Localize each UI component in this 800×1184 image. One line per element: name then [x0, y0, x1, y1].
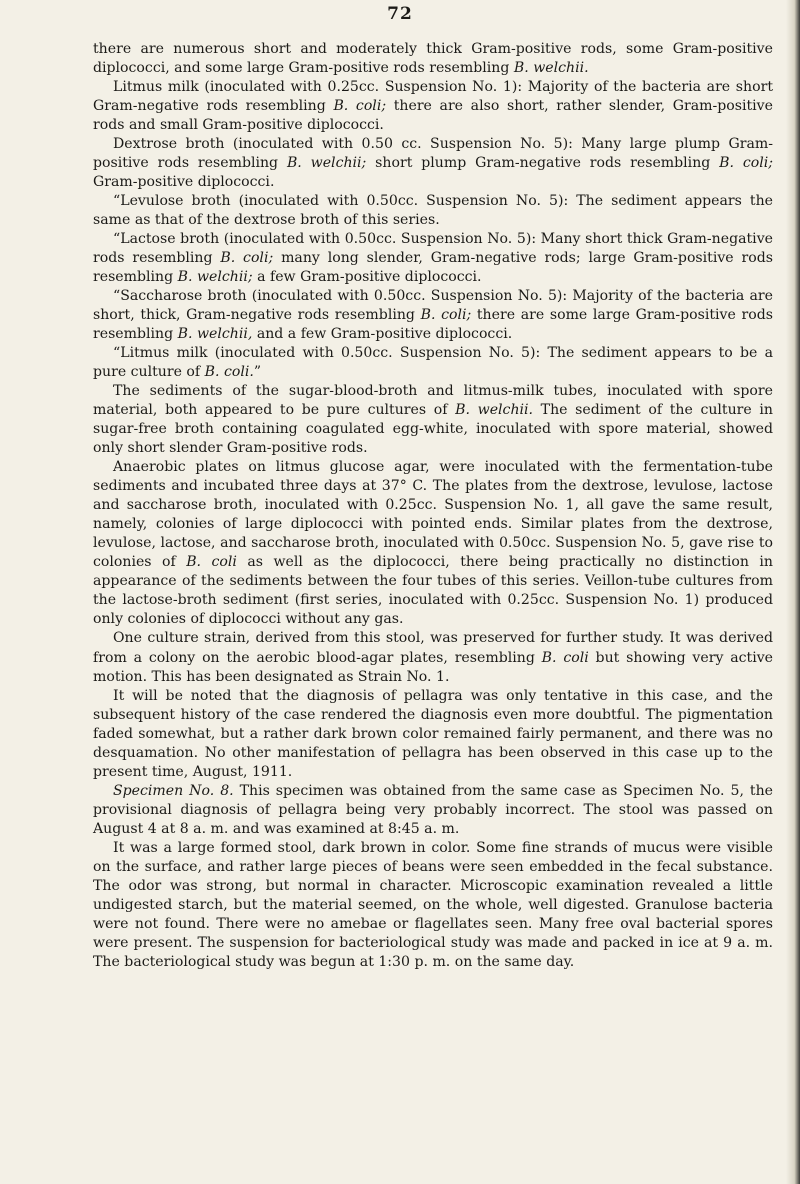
italic-text-run: B. coli [186, 554, 237, 571]
paragraph [93, 135, 773, 192]
italic-text-run: B. coli; [333, 98, 387, 115]
text-run: there are numerous short and moderately thick Gram-positive rods, some Gram-positive diplococci, and some large Gram-positive rods resembling [93, 41, 773, 77]
paragraph [93, 192, 773, 230]
text-run: It was a large formed stool, dark brown in color. Some fine strands of mucus were visible on the surface, and rather large pieces of beans were seen embedded in the fecal substance. The odor was strong, but normal in character. Microscopic examination revealed a little undigested starch, but the material seemed, on the whole, well digested. Granulose bacteria were not found. There were no amebae or flagellates seen. Many free oval bacterial spores were present. The suspension for bacteriological study was made and packed in ice at 9 a. m. The bacteriological study was begun at 1:30 p. m. on the same day. [93, 839, 773, 970]
paragraph [93, 40, 773, 78]
page-edge-shadow [786, 0, 800, 1184]
text-run: many long slender, Gram-negative rods; large Gram-positive rods resembling [93, 250, 773, 286]
italic-text-run: B. welchii; [286, 155, 367, 172]
italic-text-run: B. coli [541, 649, 589, 666]
italic-text-run: B. coli; [719, 155, 773, 172]
paragraph [93, 687, 773, 782]
text-run: Anaerobic plates on litmus glucose agar, were inoculated with the fermentation-tube sediments and incubated three days at 37° C. The plates from the dextrose, levulose, lactose and saccharose broth, inoculated with 0.25cc. Suspension No. 1, all gave the same result, namely, colonies of large diplococci with pointed ends. Similar plates from the dextrose, levulose, lactose, and saccharose broth, inoculated with 0.50cc. Suspension No. 5, gave rise to colonies of [93, 459, 773, 571]
text-run: “Litmus milk (inoculated with 0.50cc. Suspension No. 5): The sediment appears to be a pure culture of [93, 345, 773, 381]
text-run: One culture strain, derived from this stool, was preserved for further study. It was derived from a colony on the aerobic blood-agar plates, resembling [93, 630, 773, 666]
paragraph [93, 839, 773, 972]
paragraph [93, 782, 773, 839]
text-run: Litmus milk (inoculated with 0.25cc. Suspension No. 1): Majority of the bacteria are short Gram-negative rods resembling [93, 79, 773, 115]
paragraph [93, 344, 773, 382]
text-run: This specimen was obtained from the same case as Specimen No. 5, the provisional diagnosis of pellagra being very probably incorrect. The stool was passed on August 4 at 8 a. m. and was examined at 8:45 a. m. [93, 782, 773, 837]
text-run: as well as the diplococci, there being practically no distinction in appearance of the sediments between the four tubes of this series. Veillon-tube cultures from the lactose-broth sediment (first series, inoculated with 0.25cc. Suspension No. 1) produced only colonies of diplococci without any gas. [93, 554, 773, 628]
italic-text-run: B. coli. [204, 364, 254, 381]
italic-text-run: B. coli; [220, 250, 274, 267]
paragraph [93, 629, 773, 686]
italic-text-run: B. coli; [420, 307, 472, 324]
page-number: 72 [387, 4, 413, 24]
text-run: there are some large Gram-positive rods resembling [93, 307, 773, 343]
text-run: there are also short, rather slender, Gram-positive rods and small Gram-positive diplococci. [93, 98, 773, 134]
text-run: short plump Gram-negative rods resembling [366, 155, 720, 172]
italic-text-run: B. welchii, [177, 326, 253, 343]
text-run: Gram-positive diplococci. [93, 174, 275, 191]
text-run: and a few Gram-positive diplococci. [252, 326, 513, 343]
text-run: “Levulose broth (inoculated with 0.50cc. Suspension No. 5): The sediment appears the same as that of the dextrose broth of this series. [93, 193, 773, 229]
italic-text-run: B. welchii. [455, 402, 534, 419]
paragraph [93, 230, 773, 287]
text-run: It will be noted that the diagnosis of pellagra was only tentative in this case, and the subsequent history of the case rendered the diagnosis even more doubtful. The pigmentation faded somewhat, but a rather dark brown color remained fairly permanent, and there was no desquamation. No other manifestation of pellagra has been observed in this case up to the present time, August, 1911. [93, 687, 773, 780]
text-run: Dextrose broth (inoculated with 0.50 cc. Suspension No. 5): Many large plump Gram-positive rods resembling [93, 136, 773, 172]
paragraph [93, 78, 773, 135]
paragraph [93, 382, 773, 458]
text-run: ” [253, 364, 262, 381]
italic-text-run: Specimen No. 8. [113, 782, 234, 799]
paragraph [93, 287, 773, 344]
text-run: “Saccharose broth (inoculated with 0.50cc. Suspension No. 5): Majority of the bacteria are short, thick, Gram-negative rods resembling [93, 288, 773, 324]
text-run: “Lactose broth (inoculated with 0.50cc. Suspension No. 5): Many short thick Gram-negative rods resembling [93, 231, 773, 267]
italic-text-run: B. welchii. [513, 60, 589, 77]
text-run: The sediments of the sugar-blood-broth and litmus-milk tubes, inoculated with spore material, both appeared to be pure cultures of [93, 383, 773, 419]
text-run: The sediment of the culture in sugar-free broth containing coagulated egg-white, inoculated with spore material, showed only short slender Gram-positive rods. [93, 402, 773, 457]
page-body [93, 40, 773, 972]
paragraph [93, 458, 773, 629]
text-run: but showing very active motion. This has been designated as Strain No. 1. [93, 649, 774, 685]
text-run: a few Gram-positive diplococci. [252, 269, 482, 286]
italic-text-run: B. welchii; [177, 269, 253, 286]
